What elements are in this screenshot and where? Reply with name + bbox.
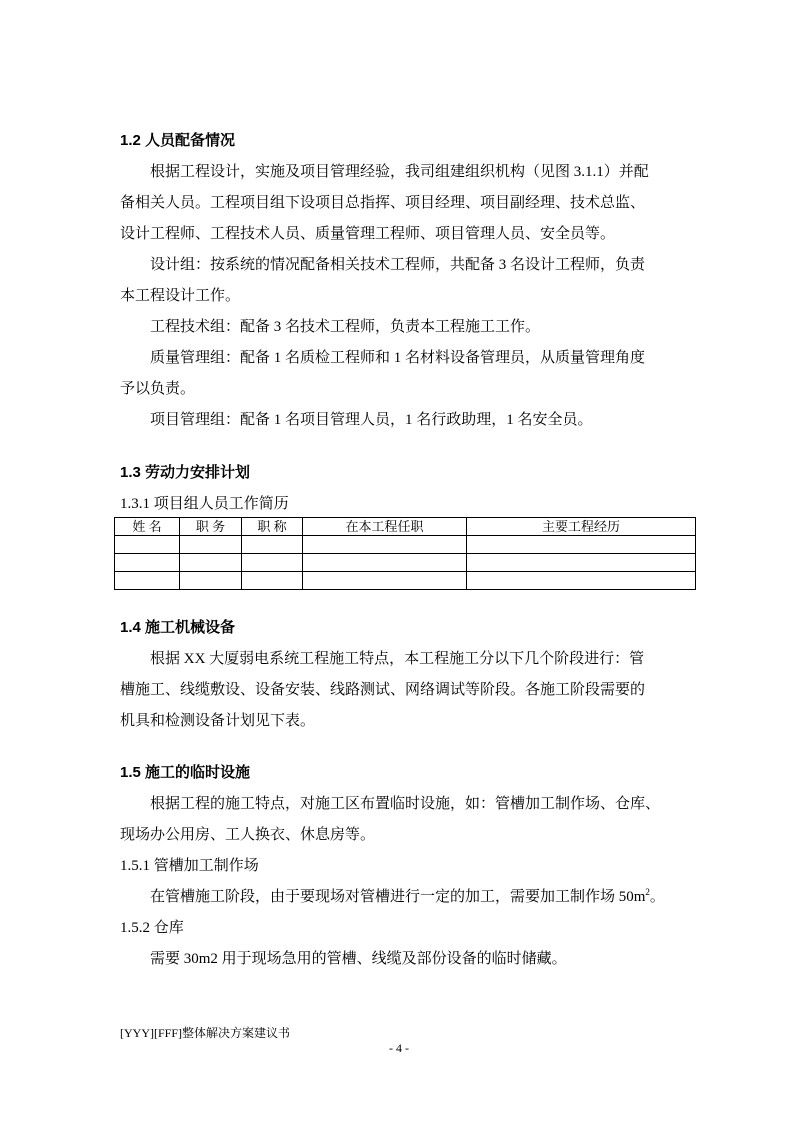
paragraph-line: 槽施工、线缆敷设、设备安装、线路测试、网络调试等阶段。各施工阶段需要的 xyxy=(120,682,646,698)
heading-1-3: 1.3 劳动力安排计划 xyxy=(120,464,251,481)
paragraph-line: 设计组：按系统的情况配备相关技术工程师，共配备 3 名设计工程师，负责 xyxy=(150,257,646,273)
text: 。 xyxy=(649,889,665,905)
paragraph-line: 备相关人员。工程项目组下设项目总指挥、项目经理、项目副经理、技术总监、 xyxy=(120,195,646,211)
paragraph-line: 予以负责。 xyxy=(120,381,196,397)
table-row xyxy=(115,572,696,590)
paragraph-line: 现场办公用房、工人换衣、休息房等。 xyxy=(120,827,376,843)
paragraph-line: 需要 30m2 用于现场急用的管槽、线缆及部份设备的临时储藏。 xyxy=(150,951,567,967)
table-row xyxy=(115,554,696,572)
text: 在管槽施工阶段，由于要现场对管槽进行一定的加工，需要加工制作场 50m xyxy=(150,889,646,905)
paragraph-line: 质量管理组：配备 1 名质检工程师和 1 名材料设备管理员，从质量管理角度 xyxy=(150,350,646,366)
header-cell: 主要工程经历 xyxy=(467,518,696,536)
paragraph-line: 机具和检测设备计划见下表。 xyxy=(120,713,316,729)
superscript: 2 xyxy=(645,887,650,897)
paragraph-line: 工程技术组：配备 3 名技术工程师，负责本工程施工工作。 xyxy=(150,319,541,335)
paragraph-line: 项目管理组：配备 1 名项目管理人员，1 名行政助理，1 名安全员。 xyxy=(150,412,593,428)
paragraph-line: 根据 XX 大厦弱电系统工程施工特点，本工程施工分以下几个阶段进行：管 xyxy=(150,651,645,667)
page-number: - 4 - xyxy=(389,1041,409,1055)
paragraph-line: 根据工程设计，实施及项目管理经验，我司组建组织机构（见图 3.1.1）并配 xyxy=(150,164,649,180)
paragraph-line: 本工程设计工作。 xyxy=(120,288,241,304)
heading-1-2: 1.2 人员配备情况 xyxy=(120,132,236,149)
subheading-1-5-1: 1.5.1 管槽加工制作场 xyxy=(120,858,259,874)
header-cell: 在本工程任职 xyxy=(303,518,467,536)
header-cell: 姓 名 xyxy=(115,518,180,536)
subheading-1-5-2: 1.5.2 仓库 xyxy=(120,920,184,936)
header-cell: 职 称 xyxy=(242,518,303,536)
subheading-1-3-1: 1.3.1 项目组人员工作简历 xyxy=(120,496,289,512)
table-row xyxy=(115,536,696,554)
staff-resume-table xyxy=(114,517,696,590)
heading-1-4: 1.4 施工机械设备 xyxy=(120,619,236,636)
heading-1-5: 1.5 施工的临时设施 xyxy=(120,764,251,781)
table-header-row xyxy=(115,518,696,536)
paragraph-line: 根据工程的施工特点，对施工区布置临时设施，如：管槽加工制作场、仓库、 xyxy=(150,796,661,812)
footer-doc-title: [YYY][FFF]整体解决方案建议书 xyxy=(120,1026,291,1040)
header-cell: 职 务 xyxy=(180,518,242,536)
paragraph-line: 设计工程师、工程技术人员、质量管理工程师、项目管理人员、安全员等。 xyxy=(120,226,616,242)
paragraph-line xyxy=(150,887,665,907)
